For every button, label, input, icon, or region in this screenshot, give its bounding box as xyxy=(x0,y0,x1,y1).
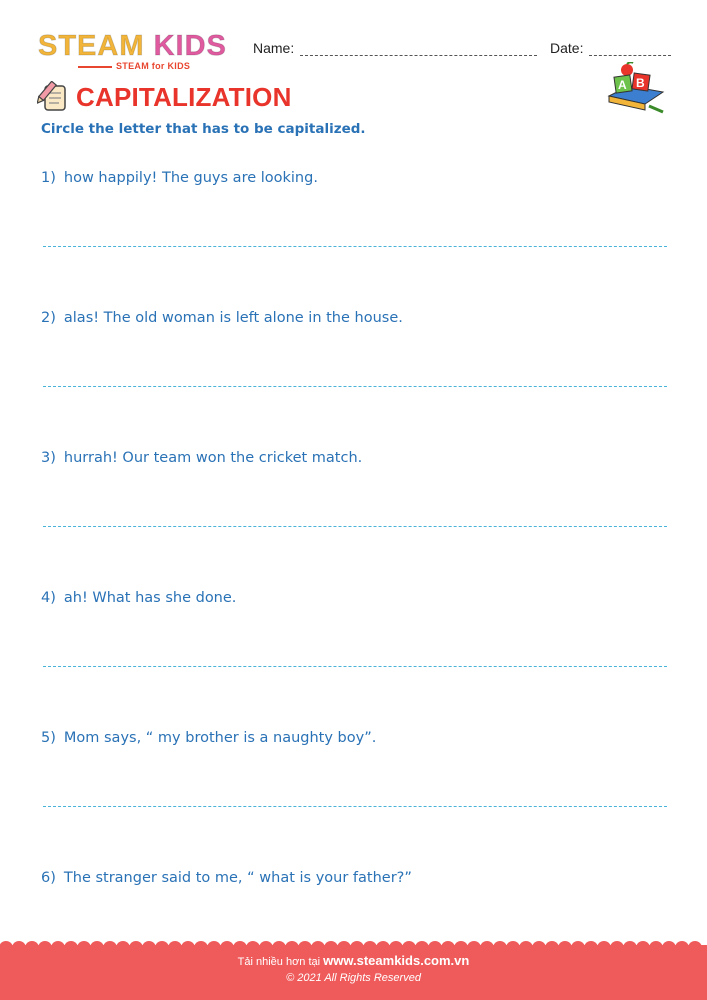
scallop-bump xyxy=(298,941,312,952)
svg-text:B: B xyxy=(636,76,645,90)
logo-wordmark xyxy=(38,31,227,61)
scallop-bump xyxy=(389,941,403,952)
scallop-bump xyxy=(168,941,182,952)
scallop-bump xyxy=(90,941,104,952)
scallop-bump xyxy=(324,941,338,952)
question-item xyxy=(41,310,403,326)
date-field[interactable] xyxy=(550,40,671,56)
name-line[interactable] xyxy=(300,43,537,56)
scallop-bump xyxy=(571,941,585,952)
name-label: Name: xyxy=(253,40,295,56)
scallop-bump xyxy=(181,941,195,952)
scallop-bump xyxy=(38,941,52,952)
scallop-bump xyxy=(207,941,221,952)
question-text: Mom says, “ my brother is a naughty boy”. xyxy=(63,730,377,746)
scallop-bump xyxy=(610,941,624,952)
question-item xyxy=(41,590,236,606)
question-text: how happily! The guys are looking. xyxy=(63,170,318,186)
scallop-bump xyxy=(129,941,143,952)
footer-download-line xyxy=(0,953,707,968)
scallop-bump xyxy=(246,941,260,952)
question-number: 3) xyxy=(41,450,56,466)
scallop-bump xyxy=(467,941,481,952)
scallop-bump xyxy=(77,941,91,952)
scallop-bump xyxy=(376,941,390,952)
scallop-bump xyxy=(155,941,169,952)
scallop-bump xyxy=(636,941,650,952)
date-label: Date: xyxy=(550,40,584,56)
scallop-bump xyxy=(64,941,78,952)
scallop-bump xyxy=(194,941,208,952)
scallop-bump xyxy=(545,941,559,952)
footer-scallop-edge xyxy=(0,938,707,952)
scallop-bump xyxy=(675,941,689,952)
abc-books-icon xyxy=(605,62,667,118)
scallop-bump xyxy=(25,941,39,952)
footer-copyright: © 2021 All Rights Reserved xyxy=(286,972,421,984)
footer-prefix: Tải nhiều hơn tại xyxy=(237,956,321,968)
logo-tagline xyxy=(78,61,227,71)
question-number: 6) xyxy=(41,870,56,886)
scallop-bump xyxy=(584,941,598,952)
instruction-text: Circle the letter that has to be capitalized. xyxy=(41,121,366,137)
answer-line[interactable] xyxy=(43,806,667,807)
logo-tagline-text: STEAM for KIDS xyxy=(116,61,191,71)
scallop-bump xyxy=(597,941,611,952)
scallop-bump xyxy=(649,941,663,952)
logo-word-steam: STEAM xyxy=(38,30,145,62)
scallop-bump xyxy=(116,941,130,952)
scallop-bump xyxy=(285,941,299,952)
logo-word-kids: KIDS xyxy=(153,30,227,62)
date-line[interactable] xyxy=(589,43,671,56)
scallop-bump xyxy=(493,941,507,952)
question-text: hurrah! Our team won the cricket match. xyxy=(63,450,363,466)
scallop-bump xyxy=(272,941,286,952)
svg-text:A: A xyxy=(618,78,627,92)
scallop-bump xyxy=(142,941,156,952)
question-number: 1) xyxy=(41,170,56,186)
scallop-bump xyxy=(350,941,364,952)
question-text: alas! The old woman is left alone in the house. xyxy=(63,310,403,326)
question-item xyxy=(41,870,412,886)
answer-line[interactable] xyxy=(43,246,667,247)
question-item xyxy=(41,450,362,466)
scallop-bump xyxy=(311,941,325,952)
scallop-bump xyxy=(519,941,533,952)
scallop-bump xyxy=(337,941,351,952)
scallop-bump xyxy=(233,941,247,952)
scallop-bump xyxy=(0,941,13,952)
answer-line[interactable] xyxy=(43,386,667,387)
question-text: ah! What has she done. xyxy=(63,590,237,606)
scallop-bump xyxy=(506,941,520,952)
scallop-bump xyxy=(441,941,455,952)
scallop-bump xyxy=(688,941,702,952)
scallop-bump xyxy=(259,941,273,952)
scallop-bump xyxy=(480,941,494,952)
scallop-bump xyxy=(363,941,377,952)
page-title: CAPITALIZATION xyxy=(76,82,292,112)
question-text: The stranger said to me, “ what is your father?” xyxy=(63,870,412,886)
question-number: 5) xyxy=(41,730,56,746)
scallop-bump xyxy=(12,941,26,952)
scallop-bump xyxy=(428,941,442,952)
scallop-bump xyxy=(558,941,572,952)
scallop-bump xyxy=(454,941,468,952)
pencil-paper-icon xyxy=(37,81,69,117)
scallop-bump xyxy=(402,941,416,952)
scallop-bump xyxy=(415,941,429,952)
question-item xyxy=(41,730,376,746)
question-number: 2) xyxy=(41,310,56,326)
scallop-bump xyxy=(103,941,117,952)
scallop-bump xyxy=(220,941,234,952)
scallop-bump xyxy=(532,941,546,952)
scallop-bump xyxy=(662,941,676,952)
answer-line[interactable] xyxy=(43,666,667,667)
steam-kids-logo xyxy=(38,31,227,71)
scallop-bump xyxy=(51,941,65,952)
question-item xyxy=(41,170,318,186)
question-number: 4) xyxy=(41,590,56,606)
footer-site-link[interactable]: www.steamkids.com.vn xyxy=(323,953,470,968)
scallop-bump xyxy=(623,941,637,952)
answer-line[interactable] xyxy=(43,526,667,527)
name-field[interactable] xyxy=(253,40,537,56)
